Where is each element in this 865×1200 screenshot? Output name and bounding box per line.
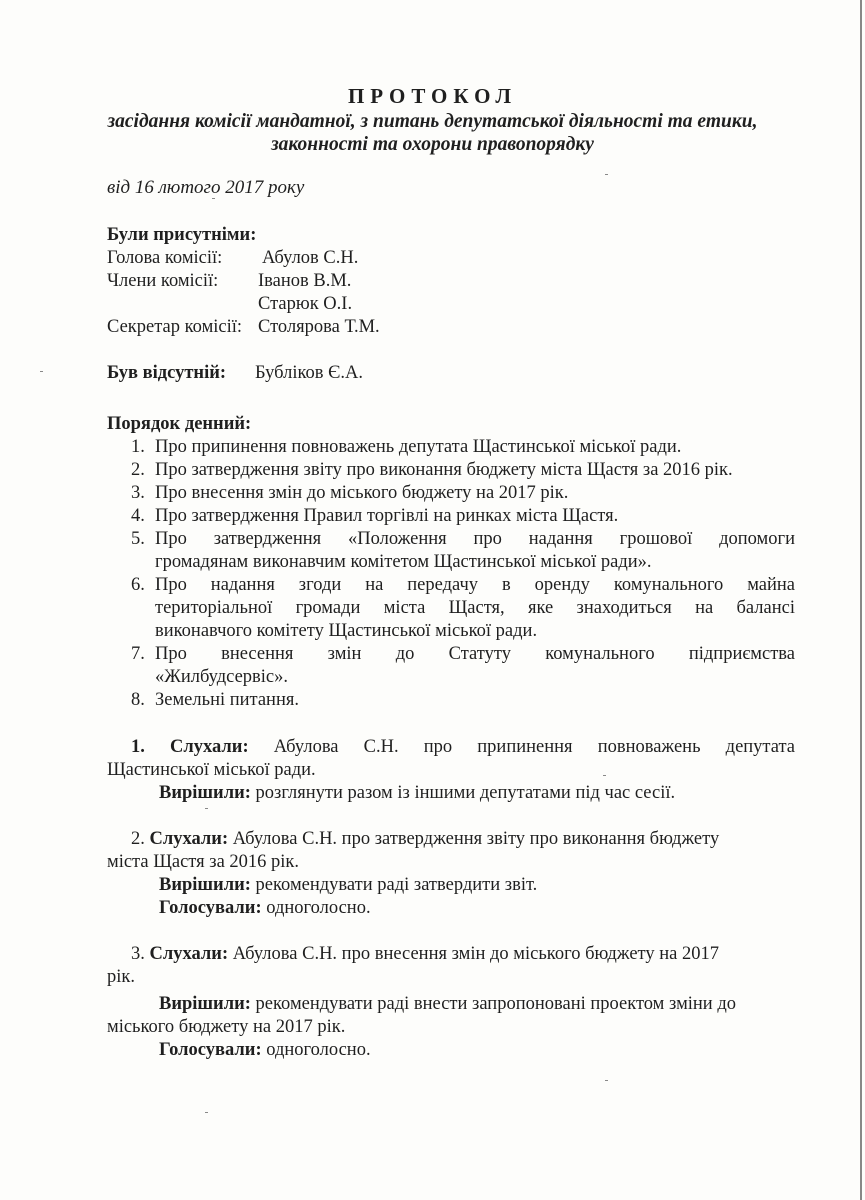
heard-label: Слухали: xyxy=(149,829,229,849)
agenda-item-number: 8. xyxy=(131,690,145,710)
secretary-name: Столярова Т.М. xyxy=(258,317,380,337)
agenda-heading: Порядок денний: xyxy=(107,414,252,434)
document-title: ПРОТОКОЛ xyxy=(347,84,518,108)
agenda-item-text: «Жилбудсервіс». xyxy=(155,667,289,687)
agenda-item-number: 4. xyxy=(131,506,145,526)
member-name: Старюк О.І. xyxy=(258,294,353,314)
agenda-item-number: 7. xyxy=(131,644,145,664)
minutes-number: 2. xyxy=(131,829,145,849)
voted-line xyxy=(159,897,371,920)
minutes-number: 1. xyxy=(131,737,145,757)
heard-line xyxy=(131,943,719,966)
heard-label: Слухали: xyxy=(149,944,229,964)
agenda-item xyxy=(155,643,795,689)
voted-value: одноголосно. xyxy=(266,1040,371,1060)
scan-speck xyxy=(605,1080,608,1081)
voted-label: Голосували: xyxy=(159,898,262,918)
secretary-label: Секретар комісії: xyxy=(107,317,243,337)
heard-text: Абулова С.Н. про припинення повноважень депутата xyxy=(273,737,795,757)
agenda-item xyxy=(155,482,795,505)
agenda-item-text: громадянам виконавчим комітетом Щастинської міської ради». xyxy=(155,552,652,572)
decided-text: рекомендувати раді внести запропоновані проектом зміни до xyxy=(255,994,736,1014)
scan-speck xyxy=(205,808,208,809)
chair-label: Голова комісії: xyxy=(107,248,223,268)
heard-text: Абулова С.Н. про внесення змін до міського бюджету на 2017 xyxy=(232,944,720,964)
decided-text: рекомендувати раді затвердити звіт. xyxy=(255,875,538,895)
heard-text: Абулова С.Н. про затвердження звіту про виконання бюджету xyxy=(232,829,720,849)
member-name: Іванов В.М. xyxy=(258,271,352,291)
agenda-item-text: Про внесення змін до міського бюджету на 2017 рік. xyxy=(155,483,569,503)
heard-text-continued: міста Щастя за 2016 рік. xyxy=(107,852,300,872)
heard-label: Слухали: xyxy=(170,737,249,757)
heard-text-continued: рік. xyxy=(107,967,136,987)
decided-label: Вирішили: xyxy=(159,783,251,803)
agenda-item-number: 3. xyxy=(131,483,145,503)
agenda-item-number: 2. xyxy=(131,460,145,480)
agenda-item-text: Про внесення змін до Статуту комунального підприємства xyxy=(155,644,795,664)
decided-label: Вирішили: xyxy=(159,875,251,895)
scan-speck xyxy=(605,174,608,175)
scan-speck xyxy=(40,371,43,372)
minutes-number: 3. xyxy=(131,944,145,964)
agenda-item-text: Про затвердження звіту про виконання бюджету міста Щастя за 2016 рік. xyxy=(155,460,733,480)
agenda-item-text: Про затвердження «Положення про надання грошової допомоги xyxy=(155,529,795,549)
agenda-item-text: виконавчого комітету Щастинської міської ради. xyxy=(155,621,538,641)
heard-line xyxy=(131,828,719,851)
heard-text-continued: Щастинської міської ради. xyxy=(107,760,316,780)
agenda-item-text: територіальної громади міста Щастя, яке знаходиться на балансі xyxy=(155,598,795,618)
absent-name: Бубліков Є.А. xyxy=(255,363,363,383)
absent-label: Був відсутній: xyxy=(107,363,227,383)
agenda-item xyxy=(155,689,795,712)
voted-line xyxy=(159,1039,371,1062)
present-heading: Були присутніми: xyxy=(107,225,257,245)
scan-speck xyxy=(603,775,606,776)
decided-text-continued: міського бюджету на 2017 рік. xyxy=(107,1017,346,1037)
decided-label: Вирішили: xyxy=(159,994,251,1014)
agenda-item xyxy=(155,505,795,528)
agenda-item-text: Земельні питання. xyxy=(155,690,299,710)
scan-edge-line xyxy=(860,0,862,1200)
document-date: від 16 лютого 2017 року xyxy=(107,177,305,198)
decided-line xyxy=(159,782,675,805)
heard-line xyxy=(131,736,795,759)
voted-label: Голосували: xyxy=(159,1040,262,1060)
decided-line xyxy=(159,993,736,1016)
decided-text: розглянути разом із іншими депутатами під час сесії. xyxy=(255,783,676,803)
decided-line xyxy=(159,874,537,897)
members-label: Члени комісії: xyxy=(107,271,219,291)
agenda-item xyxy=(155,459,795,482)
agenda-item xyxy=(155,574,795,643)
document-subtitle-line-1: засідання комісії мандатної, з питань депутатської діяльності та етики, xyxy=(107,111,758,132)
agenda-item-text: Про припинення повноважень депутата Щастинської міської ради. xyxy=(155,437,682,457)
voted-value: одноголосно. xyxy=(266,898,371,918)
document-subtitle-line-2: законності та охорони правопорядку xyxy=(271,134,594,155)
agenda-item-number: 6. xyxy=(131,575,145,595)
agenda-item-number: 1. xyxy=(131,437,145,457)
chair-name: Абулов С.Н. xyxy=(262,248,359,268)
agenda-item-number: 5. xyxy=(131,529,145,549)
agenda-item xyxy=(155,528,795,574)
agenda-item-text: Про затвердження Правил торгівлі на ринках міста Щастя. xyxy=(155,506,619,526)
scan-speck xyxy=(205,1112,208,1113)
agenda-item xyxy=(155,436,795,459)
agenda-item-text: Про надання згоди на передачу в оренду комунального майна xyxy=(155,575,795,595)
